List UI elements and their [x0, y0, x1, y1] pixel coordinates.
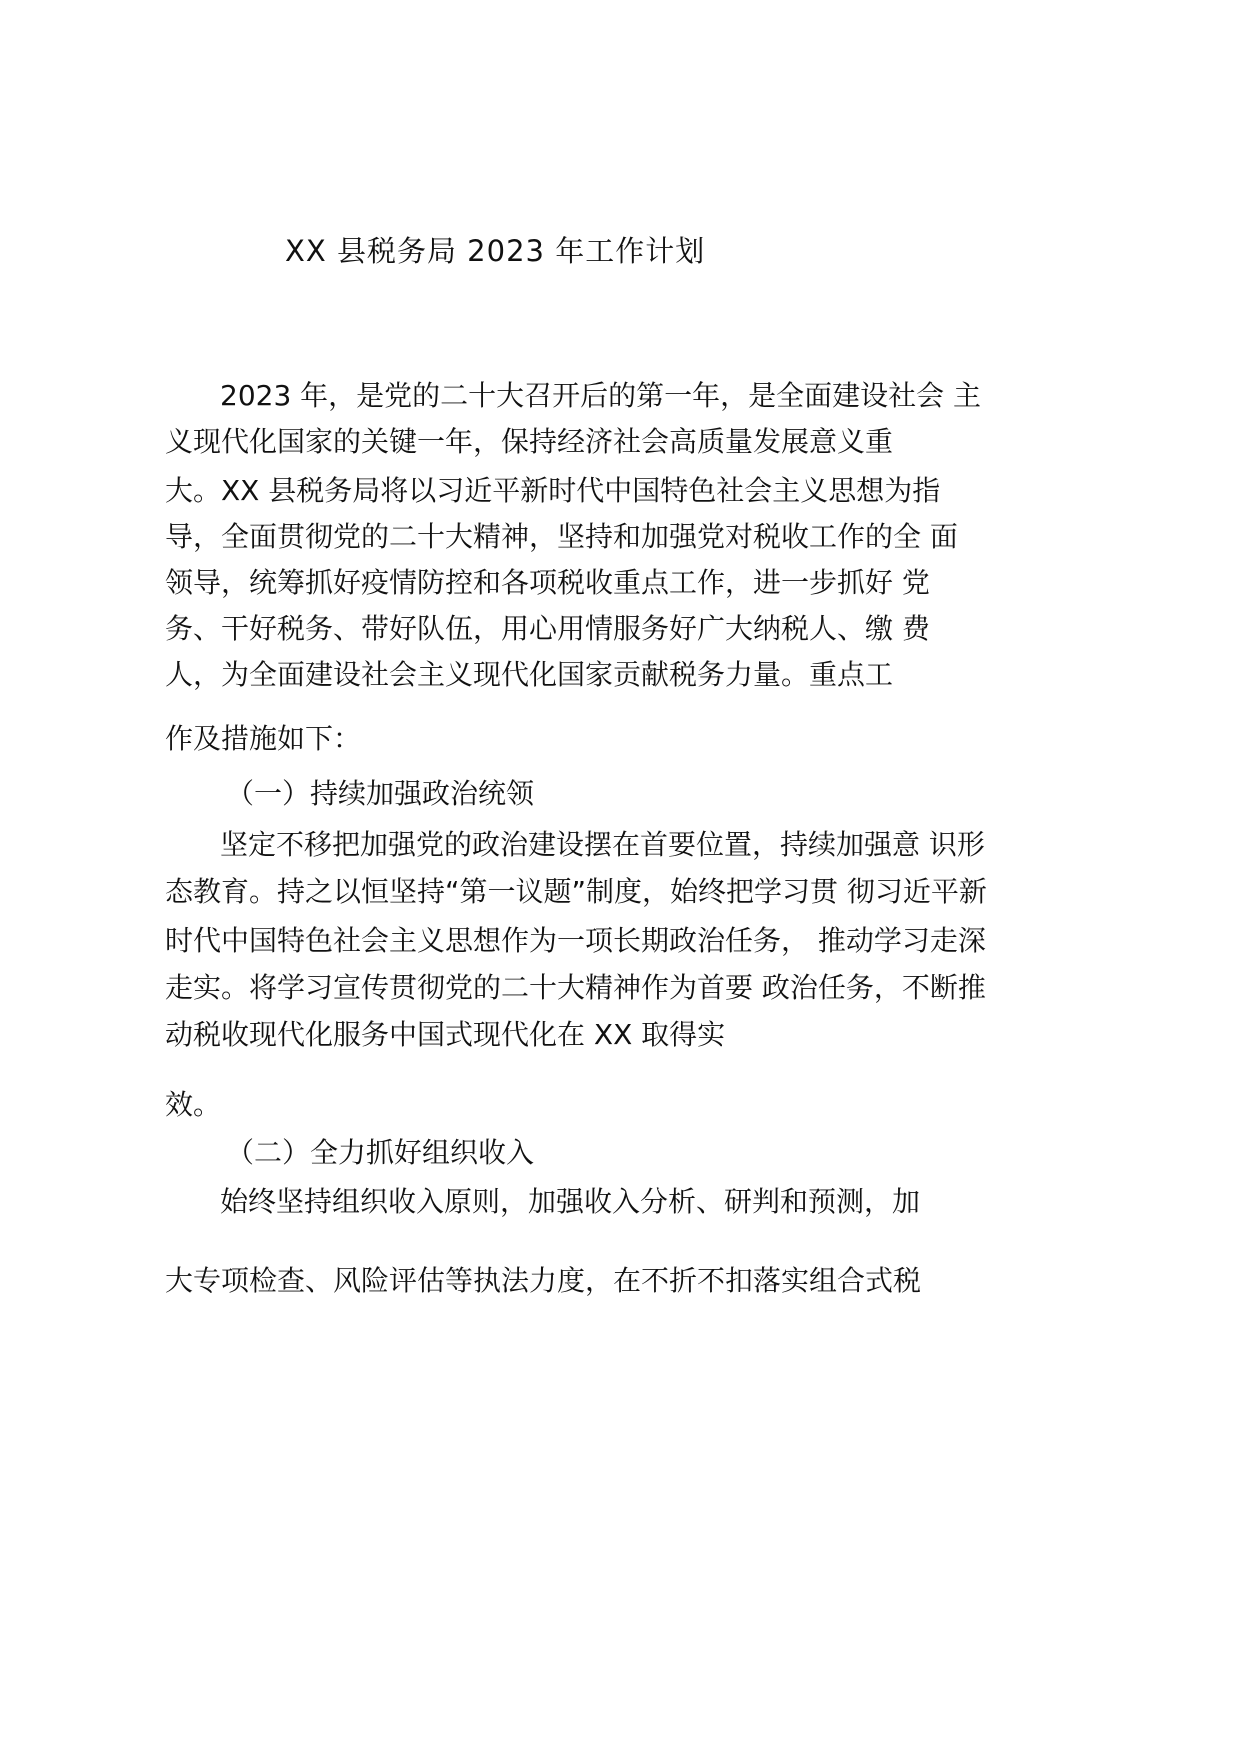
body-line: 动税收现代化服务中国式现代化在 XX 取得实	[165, 1018, 726, 1051]
intro-line: 导，全面贯彻党的二十大精神，坚持和加强党对税收工作的全 面	[165, 520, 958, 553]
section-heading: （一）持续加强政治统领	[226, 777, 535, 810]
intro-line: 义现代化国家的关键一年，保持经济社会高质量发展意义重	[165, 425, 894, 458]
body-line: 大专项检查、风险评估等执法力度，在不折不扣落实组合式税	[165, 1264, 922, 1297]
body-line: 时代中国特色社会主义思想作为一项长期政治任务， 推动学习走深	[165, 924, 986, 957]
body-line: 态教育。持之以恒坚持“第一议题”制度，始终把学习贯 彻习近平新	[165, 875, 987, 908]
intro-line: 大。XX 县税务局将以习近平新时代中国特色社会主义思想为指	[165, 474, 941, 507]
body-line: 走实。将学习宣传贯彻党的二十大精神作为首要 政治任务，不断推	[165, 971, 986, 1004]
intro-line: 领导，统筹抓好疫情防控和各项税收重点工作，进一步抓好 党	[165, 566, 930, 599]
intro-line: 作及措施如下：	[165, 722, 362, 755]
intro-line: 人，为全面建设社会主义现代化国家贡献税务力量。重点工	[165, 658, 894, 691]
body-line: 效。	[165, 1088, 222, 1121]
document-title: XX 县税务局 2023 年工作计划	[285, 234, 706, 268]
intro-line: 务、干好税务、带好队伍，用心用情服务好广大纳税人、缴 费	[165, 612, 930, 645]
body-line: 始终坚持组织收入原则，加强收入分析、研判和预测，加	[220, 1185, 921, 1218]
body-line: 坚定不移把加强党的政治建设摆在首要位置，持续加强意 识形	[220, 828, 985, 861]
intro-line: 2023 年，是党的二十大召开后的第一年，是全面建设社会 主	[220, 379, 982, 412]
section-heading: （二）全力抓好组织收入	[226, 1136, 535, 1169]
